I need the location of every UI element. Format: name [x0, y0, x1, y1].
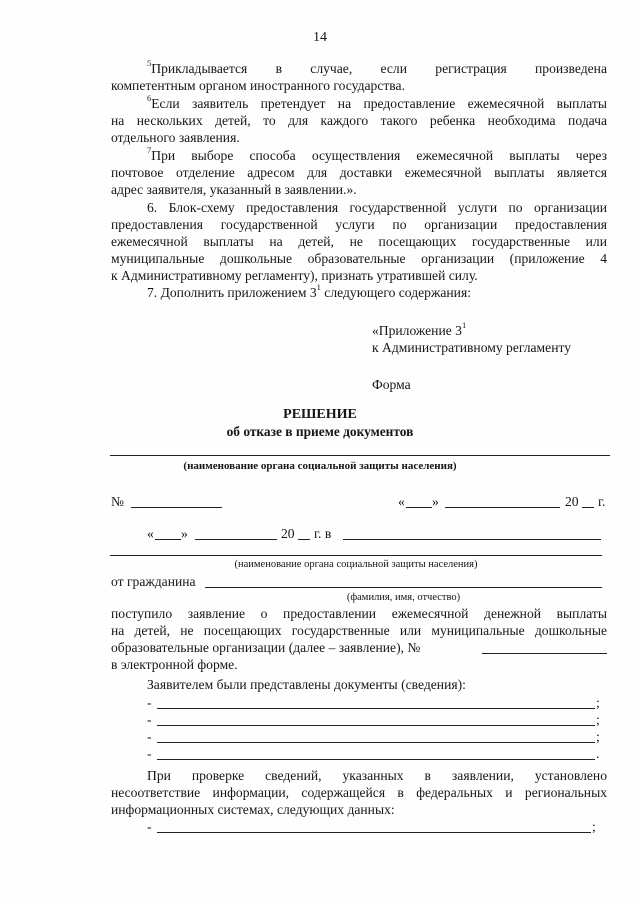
decision-title: РЕШЕНИЕ — [283, 407, 357, 422]
place-field[interactable] — [343, 539, 601, 540]
citizen-caption: (фамилия, имя, отчество) — [346, 592, 461, 603]
doc-dash-3: - — [147, 729, 152, 744]
item-6-line2: предоставления государственной услуги по организации предоставления — [111, 217, 607, 232]
form-label: Форма — [372, 377, 411, 392]
day-field[interactable] — [406, 507, 432, 508]
doc-end-2: ; — [596, 712, 600, 727]
doc-end-3: ; — [596, 729, 600, 744]
citizen-name-field[interactable] — [205, 587, 602, 588]
from-citizen-label: от гражданина — [111, 574, 196, 589]
footnote-7: $^7$При выборе способа осуществления ежемесячной выплаты через — [147, 145, 607, 163]
statement-number-field[interactable] — [482, 653, 607, 654]
documents-intro: Заявителем были представлены документы (сведения): — [147, 677, 466, 692]
item-7: 7. Дополнить приложением $3^1$ следующего содержания: — [147, 282, 471, 300]
date-quote-close: » — [432, 494, 439, 509]
item-6-line1: 6. Блок-схему предоставления государственной услуги по организации — [147, 200, 607, 215]
data-dash-1: - — [147, 819, 152, 834]
authority-caption: (наименование органа социальной защиты населения) — [183, 460, 457, 472]
day2-field[interactable] — [155, 539, 181, 540]
year-prefix: 20 — [565, 494, 579, 509]
year2-prefix: 20 — [281, 526, 295, 541]
verification-line2: несоответствие информации, содержащейся в федеральных и региональных — [111, 785, 607, 800]
appendix-title: «Приложение $3^1$ — [372, 320, 467, 338]
doc-end-4: . — [596, 746, 600, 761]
page-number: 14 — [313, 30, 327, 45]
doc-field-3[interactable] — [157, 742, 595, 743]
statement-line2: на детей, не посещающих государственные или муниципальные дошкольные — [111, 623, 607, 638]
doc-field-2[interactable] — [157, 725, 595, 726]
doc-dash-1: - — [147, 695, 152, 710]
month2-field[interactable] — [195, 539, 277, 540]
item-6-line5: к Административному регламенту), признать утратившей силу. — [111, 268, 478, 283]
appendix-subtitle: к Административному регламенту — [372, 340, 572, 355]
statement-line3: образовательные организации (далее – заявление), № — [111, 640, 421, 655]
footnote-5-cont: компетентным органом иностранного государства. — [111, 78, 405, 93]
data-end-1: ; — [592, 819, 596, 834]
month-field[interactable] — [445, 507, 560, 508]
footnote-7-line3: адрес заявителя, указанный в заявлении.». — [111, 182, 357, 197]
verification-line1: При проверке сведений, указанных в заявлении, установлено — [147, 768, 607, 783]
doc-field-1[interactable] — [157, 708, 595, 709]
authority-line — [110, 455, 610, 456]
doc-field-4[interactable] — [157, 759, 595, 760]
footnote-6-line2: на нескольких детей, то для каждого такого ребенка необходима подача — [111, 113, 607, 128]
item-6-line4: муниципальные дошкольные образовательные организации (приложение 4 — [111, 251, 607, 266]
date2-quote-open: « — [147, 526, 154, 541]
footnote-6-line3: отдельного заявления. — [111, 130, 240, 145]
footnote-6: $^6$Если заявитель претендует на предоставление ежемесячной выплаты — [147, 93, 607, 111]
year-suffix: г. — [598, 494, 606, 509]
decision-subtitle: об отказе в приеме документов — [226, 424, 414, 439]
doc-end-1: ; — [596, 695, 600, 710]
authority2-line[interactable] — [110, 555, 602, 556]
doc-dash-2: - — [147, 712, 152, 727]
item-6-line3: ежемесячной выплаты на детей, не посещающих государственные или — [111, 234, 607, 249]
number-field[interactable] — [131, 507, 222, 508]
authority2-caption: (наименование органа социальной защиты населения) — [234, 559, 478, 570]
date-quote-open: « — [398, 494, 405, 509]
year2-field[interactable] — [298, 539, 310, 540]
footnote-5: $^5$Прикладывается в случае, если регистрация произведена — [147, 58, 607, 76]
number-sign: № — [111, 494, 124, 509]
year2-suffix: г. в — [314, 526, 332, 541]
year-field[interactable] — [582, 507, 594, 508]
doc-dash-4: - — [147, 746, 152, 761]
footnote-7-line2: почтовое отделение адресом для доставки ежемесячной выплаты является — [111, 165, 607, 180]
verification-line3: информационных системах, следующих данных: — [111, 802, 395, 817]
date2-quote-close: » — [181, 526, 188, 541]
data-field-1[interactable] — [157, 832, 591, 833]
statement-line1: поступило заявление о предоставлении ежемесячной денежной выплаты — [111, 606, 607, 621]
statement-line4: в электронной форме. — [111, 657, 238, 672]
